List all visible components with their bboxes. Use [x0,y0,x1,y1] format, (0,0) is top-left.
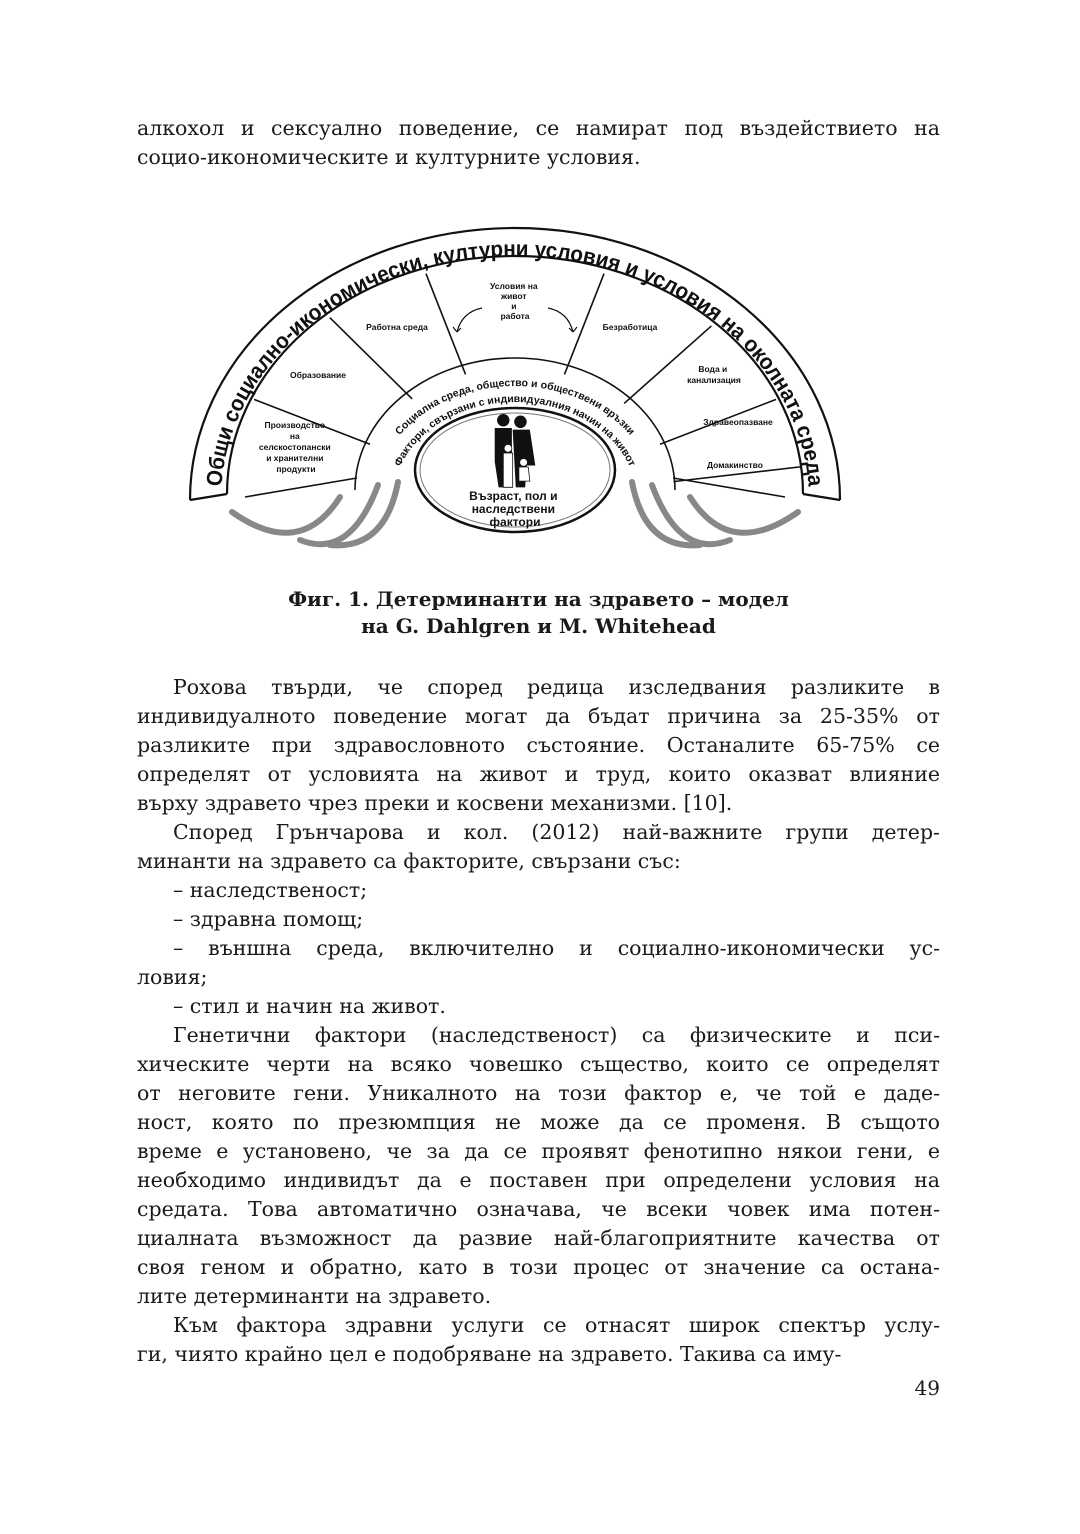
text-line: алкохол и сексуално поведение, се намират под въздействието на [137,116,940,140]
segment-housing: Домакинство [707,460,763,470]
page-number: 49 [914,1376,940,1400]
text-line: ност, която по презюмпция не може да се променя. В същото [137,1110,940,1134]
text-line: Към фактора здравни услуги се отнасят широк спектър услу- [173,1313,940,1337]
text-line: разликите при здравословното състояние. Останалите 65-75% се [137,733,940,757]
segment-education: Образование [289,370,347,380]
segment-agriculture: Производство на селскостопански и хранителни продукти [258,420,331,474]
text-line: време е установено, че за да се проявят фенотипно някои гени, е [137,1139,940,1163]
text-line: индивидуалното поведение могат да бъдат причина за 25-35% от [137,704,940,728]
text-line: – стил и начин на живот. [173,994,446,1018]
segment-water: Вода и канализация [687,364,741,385]
outer-ring-label: Общи социално-икономически, културни условия и условия на околната среда [201,235,829,488]
segment-work-environment: Работна среда [366,322,428,332]
text-line: – външна среда, включително и социално-икономически ус- [173,936,940,960]
text-line: минанти на здравето са факторите, свързани със: [137,849,681,873]
text-line: – здравна помощ; [173,907,364,931]
segment-healthcare: Здравеопазване [703,417,773,427]
text-line: Според Грънчарова и кол. (2012) най-важните групи детер- [173,820,940,844]
figure-caption-line: Фиг. 1. Детерминанти на здравето – модел [288,587,789,611]
segment-living-conditions: Условия на живот и работа [490,281,538,321]
text-line: Рохова твърди, че според редица изследвания разликите в [173,675,940,699]
social-ring-label: Социална среда, общество и обществени връзки [392,377,638,438]
figure-caption-line: на G. Dahlgren и M. Whitehead [361,614,716,638]
text-line: лите детерминанти на здравето. [137,1284,492,1308]
health-determinants-diagram [0,0,1080,560]
text-line: върху здравето чрез преки и косвени механизми. [10]. [137,791,733,815]
text-line: своя геном и обратно, като в този процес от значение са остана- [137,1255,940,1279]
text-line: от неговите гени. Уникалното на този фактор е, че той е даде- [137,1081,940,1105]
text-line: средата. Това автоматично означава, че всеки човек има потен- [137,1197,940,1221]
lifestyle-ring-label: Фактори, свързани с индивидуалния начин на живот [392,393,638,469]
text-line: ловия; [137,965,208,989]
text-line: определят от условията на живот и труд, които оказват влияние [137,762,940,786]
segment-unemployment: Безработица [602,322,658,332]
text-line: – наследственост; [173,878,368,902]
text-line: циалната възможност да развие най-благоприятните качества от [137,1226,940,1250]
text-line: социо-икономическите и културните условия. [137,145,641,169]
text-line: ги, чиято крайно цел е подобряване на здравето. Такива са иму- [137,1342,842,1366]
text-line: хическите черти на всяко човешко същество, които се определят [137,1052,940,1076]
text-line: Генетични фактори (наследственост) са физическите и пси- [173,1023,940,1047]
center-label: Възраст, пол и наследствени фактори [469,489,558,529]
text-line: необходимо индивидът да е поставен при определени условия на [137,1168,940,1192]
